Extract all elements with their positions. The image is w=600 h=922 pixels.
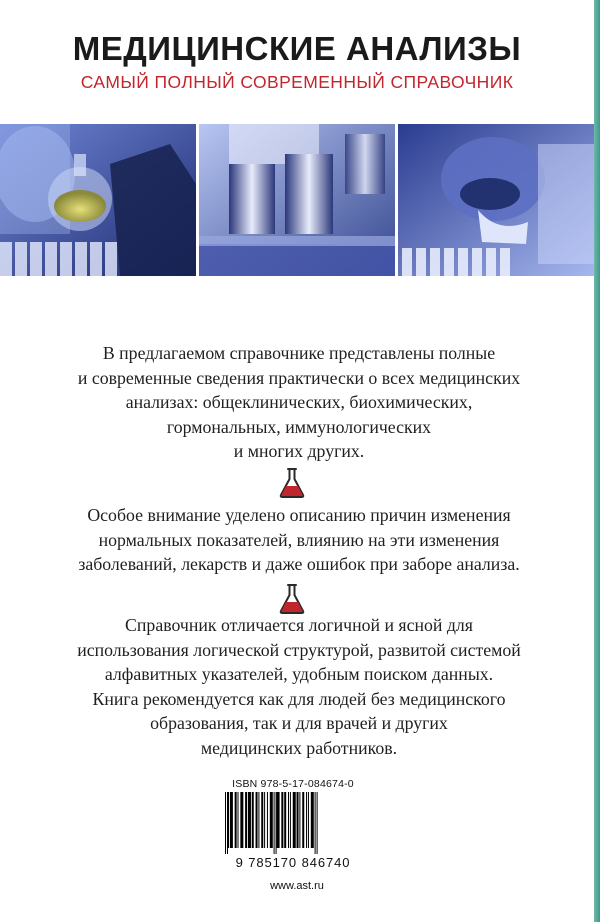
barcode-bar: [238, 792, 239, 848]
barcode-bar: [256, 792, 258, 848]
book-subtitle: САМЫЙ ПОЛНЫЙ СОВРЕМЕННЫЙ СПРАВОЧНИК: [80, 72, 514, 92]
barcode-block: [218, 778, 368, 870]
paragraph-line: В предлагаемом справочнике представлены полные: [102, 343, 496, 363]
barcode-bar: [311, 792, 314, 848]
barcode-bar: [240, 792, 243, 848]
paragraph-line: заболеваний, лекарств и даже ошибок при заборе анализа.: [78, 554, 520, 574]
paragraph-line: анализах: общеклинических, биохимических,: [125, 392, 473, 412]
barcode-bar: [317, 792, 318, 854]
barcode-bar: [284, 792, 286, 848]
paragraph-line: алфавитных указателей, удобным поиском данных.: [104, 664, 494, 684]
barcode-bar: [225, 792, 226, 854]
barcode-bar: [228, 792, 229, 848]
barcode-bar: [258, 792, 259, 848]
paragraph-line: Книга рекомендуется как для людей без медицинского: [92, 688, 506, 709]
photo-researcher-mask: [398, 124, 594, 276]
barcode-bar: [248, 792, 251, 848]
barcode-bar: [245, 792, 247, 848]
barcode-bar: [315, 792, 316, 854]
barcode-bar: [277, 792, 280, 848]
flask-icon: [275, 466, 309, 500]
barcode-bar: [235, 792, 237, 848]
barcode-bar: [288, 792, 289, 848]
website-url: www.ast.ru: [270, 880, 324, 892]
barcode-bar: [252, 792, 254, 848]
barcode-bar: [264, 792, 265, 848]
book-title: МЕДИЦИНСКИЕ АНАЛИЗЫ: [72, 30, 522, 67]
barcode-number: 9 785170 846740: [235, 855, 351, 870]
barcode-bar: [308, 792, 309, 848]
barcode-bar: [276, 792, 277, 854]
barcode-bar: [274, 792, 275, 854]
paragraph-line: Особое внимание уделено описанию причин изменения: [87, 505, 511, 525]
photo-microscope: [199, 124, 395, 276]
barcode-bar: [230, 792, 233, 848]
barcode-bar: [293, 792, 296, 848]
barcode-bar: [261, 792, 263, 848]
barcode-bar: [281, 792, 283, 848]
barcode-bar: [290, 792, 291, 848]
paragraph-2: [40, 503, 558, 577]
barcode-bar: [297, 792, 299, 848]
barcode-bar: [270, 792, 273, 848]
barcode-bar: [302, 792, 304, 848]
paragraph-line: гормональных, иммунологических: [166, 416, 432, 437]
barcode-bar: [306, 792, 307, 848]
barcode: [223, 792, 363, 854]
cover-header: [0, 0, 594, 122]
flask-icon: [275, 582, 309, 616]
paragraph-1: [40, 341, 558, 464]
photo-lab-flask: [0, 124, 196, 276]
paragraph-line: и многих других.: [233, 441, 365, 461]
barcode-bar: [299, 792, 300, 848]
paragraph-line: образования, так и для врачей и других: [150, 713, 448, 733]
photo-strip: [0, 124, 594, 276]
barcode-bar: [227, 792, 228, 854]
paragraph-line: и современные сведения практически о всех медицинских: [77, 367, 521, 388]
barcode-bar: [267, 792, 268, 848]
spine-strip: [594, 0, 600, 922]
paragraph-line: медицинских работников.: [200, 737, 398, 758]
paragraph-line: использования логической структурой, развитой системой: [77, 639, 521, 660]
paragraph-line: Справочник отличается логичной и ясной для: [125, 615, 473, 635]
paragraph-line: нормальных показателей, влиянию на эти изменения: [98, 529, 500, 550]
isbn-label: ISBN 978-5-17-084674-0: [232, 778, 354, 790]
paragraph-3: [40, 613, 558, 760]
